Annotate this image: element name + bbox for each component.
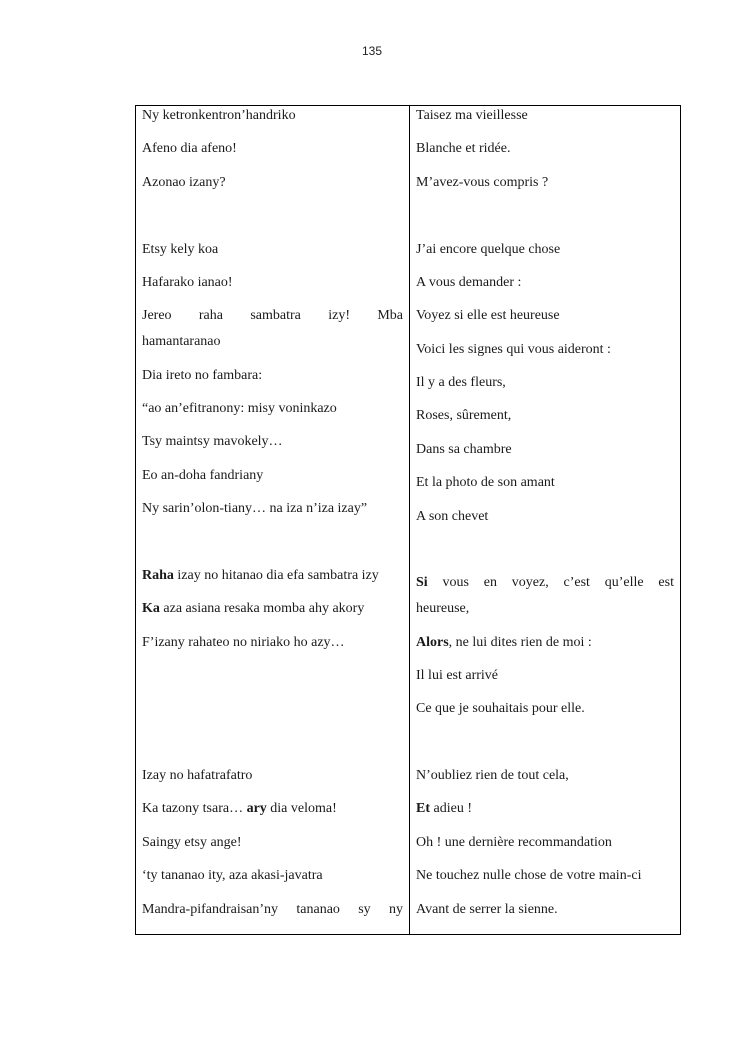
page-number: 135 [361,44,383,58]
poem-line: Etsy kely koa [142,242,219,257]
poem-line: “ao an’efitranony: misy voninkazo [142,401,337,416]
poem-line: Il lui est arrivé [416,668,499,683]
poem-line: heureuse, [416,601,470,616]
poem-line: Ka aza asiana resaka momba ahy akory [142,601,365,616]
poem-line: Voyez si elle est heureuse [416,308,560,323]
poem-line: Azonao izany? [142,175,226,190]
poem-line: Roses, sûrement, [416,408,512,423]
poem-line: Dia ireto no fambara: [142,368,263,383]
poem-line: Si vous en voyez, c’est qu’elle est [416,575,674,590]
poem-line: Avant de serrer la sienne. [416,902,558,917]
poem-line: Il y a des fleurs, [416,375,506,390]
poem-line: Izay no hafatrafatro [142,768,253,783]
poem-line: Ny sarin’olon-tiany… na iza n’iza izay” [142,501,368,516]
poem-line: hamantaranao [142,334,221,349]
poem-translation-table [135,105,681,935]
poem-line: Jereo raha sambatra izy! Mba [142,308,403,323]
poem-line: Voici les signes qui vous aideront : [416,342,611,357]
poem-line: Et adieu ! [416,801,472,816]
poem-line: Ka tazony tsara… ary dia veloma! [142,801,337,816]
poem-line: Et la photo de son amant [416,475,555,490]
poem-line: Raha izay no hitanao dia efa sambatra izy [142,568,379,583]
poem-line: ‘ty tananao ity, aza akasi-javatra [142,868,323,883]
poem-line: Alors, ne lui dites rien de moi : [416,635,592,650]
poem-line: Taisez ma vieillesse [416,108,528,123]
poem-line: Eo an-doha fandriany [142,468,264,483]
poem-line: Afeno dia afeno! [142,141,237,156]
poem-line: M’avez-vous compris ? [416,175,549,190]
column-divider [409,106,410,934]
poem-line: Saingy etsy ange! [142,835,242,850]
poem-line: Blanche et ridée. [416,141,511,156]
poem-line: Ny ketronkentron’handriko [142,108,296,123]
poem-line: J’ai encore quelque chose [416,242,561,257]
poem-line: Mandra-pifandraisan’ny tananao sy ny [142,902,403,917]
poem-line: A vous demander : [416,275,522,290]
poem-line: Oh ! une dernière recommandation [416,835,612,850]
poem-line: F’izany rahateo no niriako ho azy… [142,635,345,650]
poem-line: N’oubliez rien de tout cela, [416,768,569,783]
poem-line: Hafarako ianao! [142,275,233,290]
poem-line: A son chevet [416,509,489,524]
poem-line: Tsy maintsy mavokely… [142,434,283,449]
poem-line: Ne touchez nulle chose de votre main-ci [416,868,642,883]
poem-line: Ce que je souhaitais pour elle. [416,701,585,716]
poem-line: Dans sa chambre [416,442,512,457]
